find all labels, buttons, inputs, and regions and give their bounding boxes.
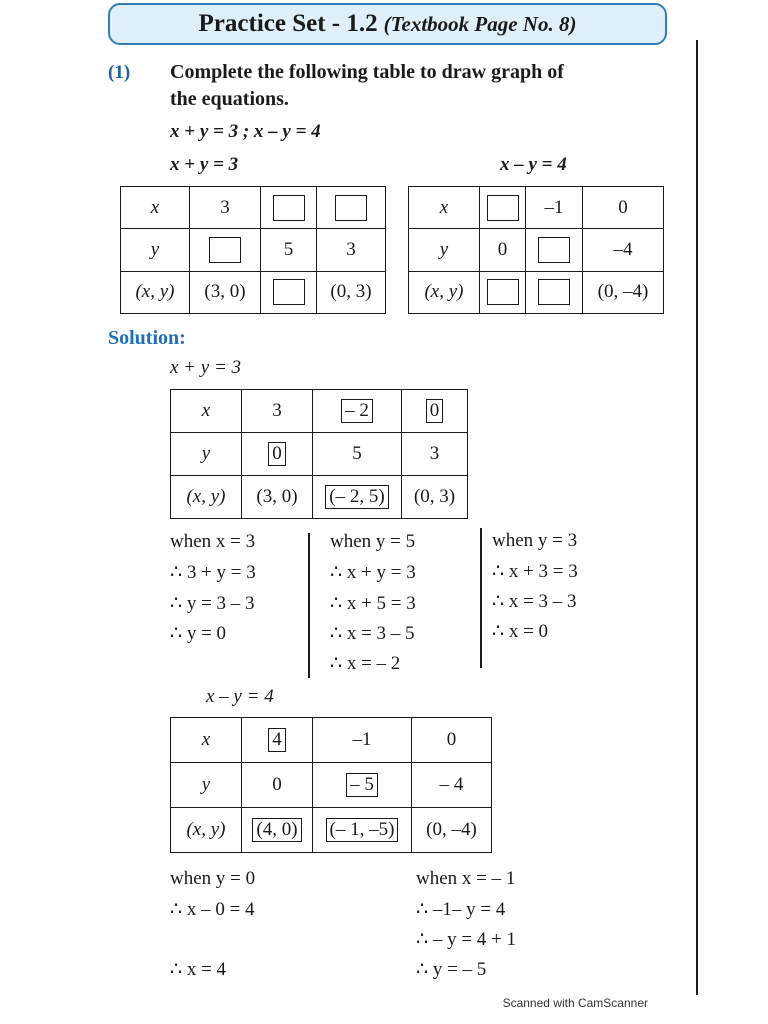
answer-cell [402,390,468,433]
answer-cell [313,763,412,808]
question-line-1: Complete the following table to draw graph of [170,61,564,83]
answer-box: (– 1, –5) [326,818,399,842]
answer-cell [313,808,412,853]
table-row [409,271,664,313]
working-line: when x = 3 [170,531,256,552]
margin-line [696,40,698,995]
table-cell: y [121,229,190,271]
table-cell: 5 [313,433,402,476]
working-line: ∴ y = – 5 [416,959,487,980]
page-subtitle: (Textbook Page No. 8) [383,11,577,36]
question-equations: x + y = 3 ; x – y = 4 [170,121,321,142]
table-row [171,763,492,808]
working-line: ∴ x + y = 3 [330,562,416,583]
table-cell: 5 [261,229,317,271]
table-cell: (0, 3) [402,476,468,519]
blank-cell [261,187,317,229]
working-line: ∴ x = 0 [492,621,549,642]
blank-cell [317,187,386,229]
answer-cell [313,476,402,519]
table-row [409,187,664,229]
answer-cell [242,808,313,853]
scanner-watermark: Scanned with CamScanner [502,996,648,1010]
blank-box [487,195,519,221]
table-row [121,229,386,271]
table-cell: – 4 [412,763,492,808]
working-line: ∴ y = 0 [170,623,227,644]
answer-cell [242,718,313,763]
blank-cell [190,229,261,271]
table-cell: (3, 0) [190,271,261,313]
table-row [121,271,386,313]
working-line: ∴ x = 3 – 3 [492,591,577,612]
table-cell: (x, y) [409,271,480,313]
question-number: (1) [108,62,131,83]
table-cell: (x, y) [171,808,242,853]
working-line: ∴ –1– y = 4 [416,899,506,920]
table-cell: –1 [526,187,583,229]
table-cell: y [409,229,480,271]
column-divider [308,533,310,678]
solution-table-2 [170,717,492,853]
working-line: ∴ x = 3 – 5 [330,623,415,644]
table-cell: (x, y) [171,476,242,519]
blank-box [538,237,570,263]
blank-cell [526,229,583,271]
answer-box: 0 [426,399,444,423]
blank-cell [261,271,317,313]
answer-box: 4 [268,728,286,752]
table-cell: 0 [583,187,664,229]
table-row [121,187,386,229]
table-cell: x [121,187,190,229]
table1-title: x + y = 3 [170,154,239,175]
working-line: ∴ x + 5 = 3 [330,593,416,614]
title-banner [108,3,667,45]
column-divider [480,528,482,668]
blank-box [273,279,305,305]
blank-box [487,279,519,305]
blank-cell [526,271,583,313]
table-cell: 0 [242,763,313,808]
table-cell: x [171,718,242,763]
table-cell: –1 [313,718,412,763]
question-table-1 [120,186,386,314]
table-cell: x [409,187,480,229]
blank-box [538,279,570,305]
working-line: when y = 5 [330,531,416,552]
table-row [171,390,468,433]
working-line: ∴ – y = 4 + 1 [416,929,517,950]
table-cell: (x, y) [121,271,190,313]
working-line: when y = 0 [170,868,256,889]
blank-cell [480,271,526,313]
working-line: ∴ y = 3 – 3 [170,593,255,614]
table-cell: 0 [412,718,492,763]
answer-box: 0 [268,442,286,466]
working-line: ∴ x = – 2 [330,653,401,674]
solution-eq2: x – y = 4 [206,686,274,707]
table-row [171,476,468,519]
blank-box [335,195,367,221]
answer-cell [313,390,402,433]
blank-cell [480,187,526,229]
table2-title: x – y = 4 [500,154,567,175]
blank-box [273,195,305,221]
table-cell: 3 [242,390,313,433]
answer-box: (– 2, 5) [325,485,388,509]
table-cell: 3 [402,433,468,476]
table-cell: –4 [583,229,664,271]
table-row [409,229,664,271]
table-cell: 3 [190,187,261,229]
table-cell: x [171,390,242,433]
table-cell: (0, –4) [412,808,492,853]
table-cell: (0, –4) [583,271,664,313]
table-cell: y [171,763,242,808]
table-row [171,433,468,476]
page-title: Practice Set - 1.2 [198,10,378,37]
answer-box: (4, 0) [252,818,301,842]
working-line: ∴ 3 + y = 3 [170,562,256,583]
solution-table-1 [170,389,468,519]
table-cell: 3 [317,229,386,271]
working-line: ∴ x = 4 [170,959,227,980]
table-cell: (3, 0) [242,476,313,519]
question-line-2: the equations. [170,88,289,110]
blank-box [209,237,241,263]
table-cell: y [171,433,242,476]
table-row [171,808,492,853]
answer-box: – 2 [341,399,373,423]
working-line: ∴ x + 3 = 3 [492,561,578,582]
solution-label: Solution: [108,327,186,349]
answer-cell [242,433,313,476]
solution-eq1: x + y = 3 [170,357,242,378]
working-line: when x = – 1 [416,868,516,889]
table-cell: 0 [480,229,526,271]
working-line: ∴ x – 0 = 4 [170,899,255,920]
table-row [171,718,492,763]
question-table-2 [408,186,664,314]
table-cell: (0, 3) [317,271,386,313]
working-line: when y = 3 [492,530,578,551]
answer-box: – 5 [346,773,378,797]
